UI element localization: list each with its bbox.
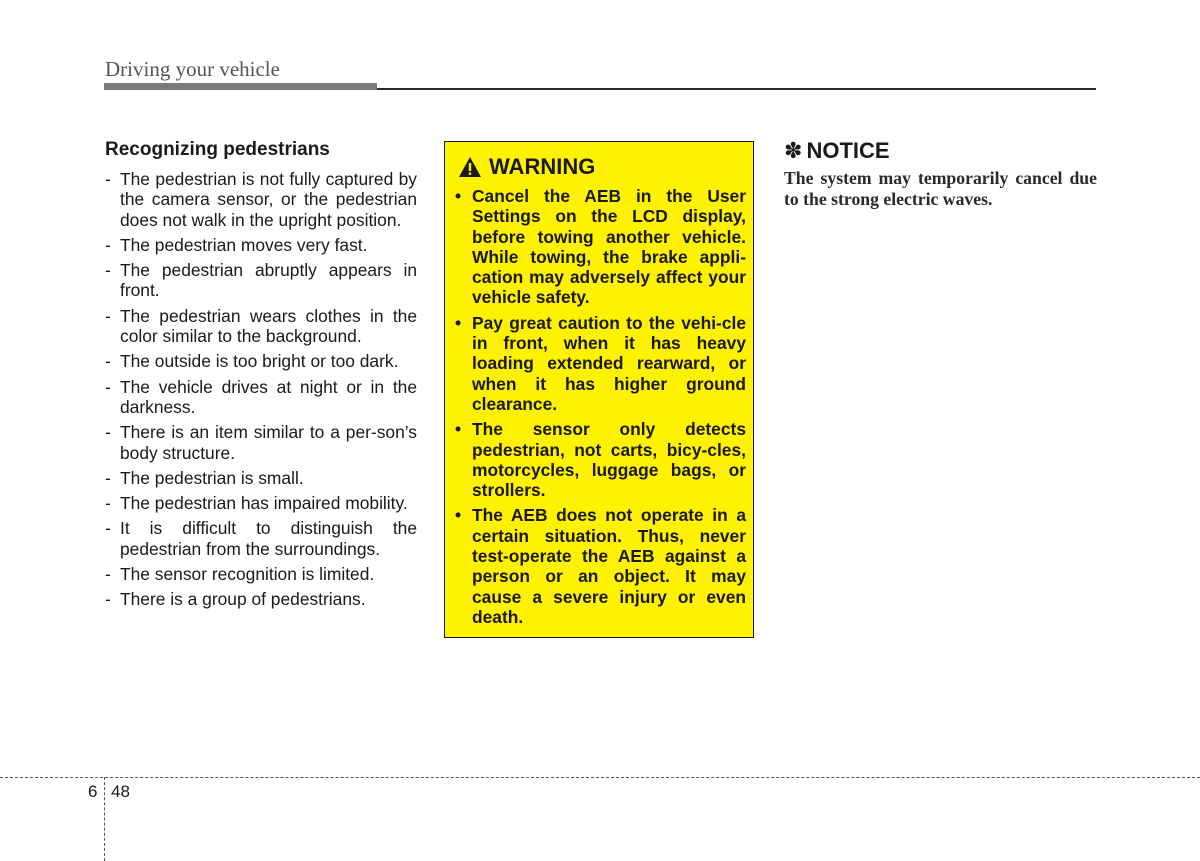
- warning-title: WARNING: [489, 154, 596, 179]
- list-item: - The pedestrian is small.: [105, 468, 417, 488]
- list-item: - The pedestrian has impaired mobility.: [105, 493, 417, 513]
- header-rule-accent: [104, 83, 377, 90]
- footer-divider: [104, 777, 105, 861]
- warning-item: • The AEB does not operate in a certain situation. Thus, never test-operate the AEB against a person or an object. It may cause a severe injury or even death.: [455, 505, 746, 627]
- warning-item: • Cancel the AEB in the User Settings on the LCD display, before towing another vehicle. While towing, the brake appli-cation may adversely affect your vehicle safety.: [455, 186, 746, 308]
- footer-rule: [0, 777, 1200, 778]
- list-item: - The vehicle drives at night or in the darkness.: [105, 377, 417, 418]
- section-title: Driving your vehicle: [105, 57, 280, 81]
- warning-item: • The sensor only detects pedestrian, not carts, bicy-cles, motorcycles, luggage bags, or strollers.: [455, 419, 746, 500]
- warning-header: [458, 154, 595, 180]
- notice-section: [784, 138, 1097, 209]
- list-item: - There is an item similar to a per-son’s body structure.: [105, 422, 417, 463]
- pedestrian-condition-list: [105, 169, 417, 610]
- warning-triangle-icon: [458, 156, 482, 178]
- section-heading: Recognizing pedestrians: [105, 139, 330, 160]
- list-item: - The outside is too bright or too dark.: [105, 351, 417, 371]
- list-item: - It is difficult to distinguish the pedestrian from the surroundings.: [105, 518, 417, 559]
- list-item: - The sensor recognition is limited.: [105, 564, 417, 584]
- list-item: - The pedestrian abruptly appears in front.: [105, 260, 417, 301]
- list-item: - The pedestrian wears clothes in the color similar to the background.: [105, 306, 417, 347]
- notice-header: [784, 138, 1097, 165]
- pedestrian-section: [105, 139, 417, 615]
- notice-star-icon: ✽: [784, 139, 803, 164]
- page-number: 48: [111, 782, 130, 801]
- warning-item: • Pay great caution to the vehi-cle in front, when it has heavy loading extended rearward, or when it has higher ground clearance.: [455, 313, 746, 414]
- notice-text: The system may temporarily cancel due to the strong electric waves.: [784, 168, 1097, 209]
- list-item: - There is a group of pedestrians.: [105, 589, 417, 609]
- chapter-number: 6: [88, 782, 98, 801]
- list-item: - The pedestrian moves very fast.: [105, 235, 417, 255]
- list-item: - The pedestrian is not fully captured by the camera sensor, or the pedestrian does not walk in the upright position.: [105, 169, 417, 230]
- warning-list: [455, 186, 746, 632]
- warning-box: [444, 141, 754, 638]
- notice-title: NOTICE: [806, 138, 890, 163]
